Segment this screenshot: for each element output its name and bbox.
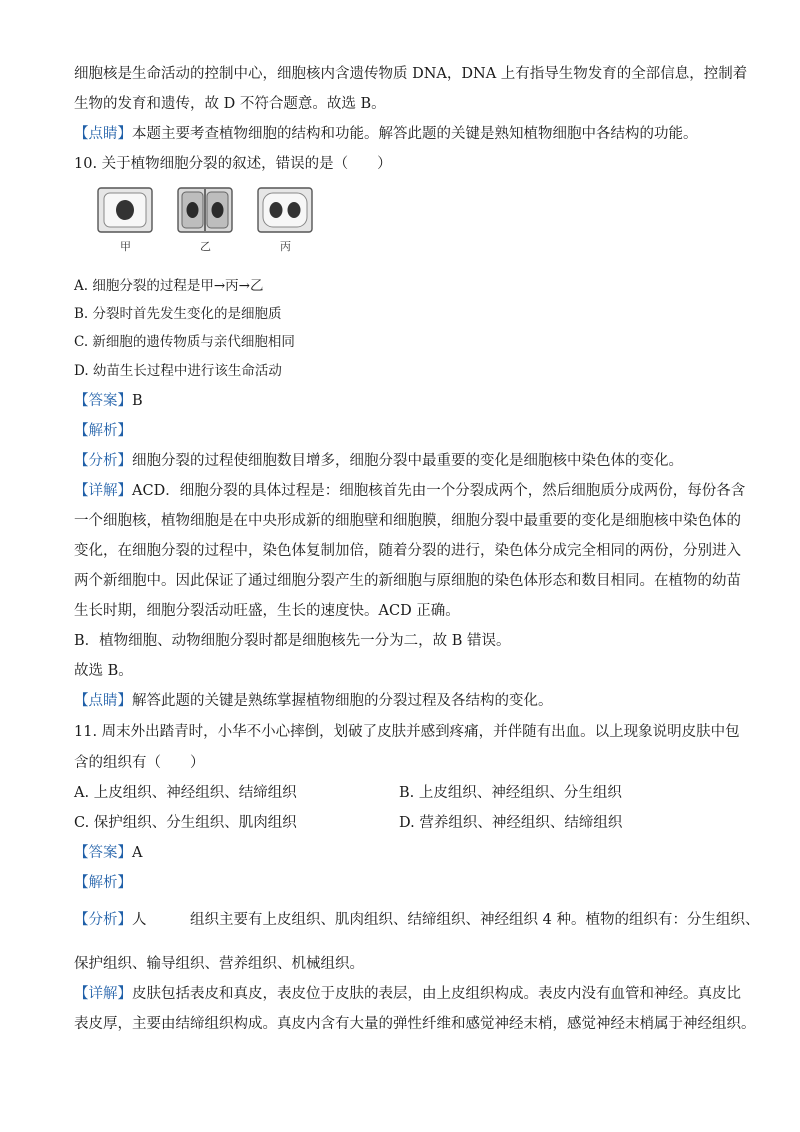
comment-line [74, 124, 738, 144]
analysis-line [74, 421, 738, 441]
paragraph-line: 表皮厚，主要由结缔组织构成。真皮内含有大量的弹性纤维和感觉神经末梢，感觉神经末梢属于神经组织。 [74, 1016, 756, 1032]
option-b: B. 上皮组织、神经组织、分生组织 [399, 785, 622, 801]
paragraph-line: 一个细胞核，植物细胞是在中央形成新的细胞壁和细胞膜，细胞分裂中最重要的变化是细胞核中染色体的 [74, 513, 741, 529]
xiangjie-text: 皮肤包括表皮和真皮，表皮位于皮肤的表层，由上皮组织构成。表皮内没有血管和神经。真皮比 [132, 986, 741, 1002]
fenxi-tag: 【分析】 [74, 912, 132, 928]
xiangjie-line [74, 481, 746, 501]
figure-label: 丙 [280, 240, 291, 253]
option-c: C. 保护组织、分生组织、肌肉组织 [74, 815, 297, 831]
option-c: C. 新细胞的遗传物质与亲代细胞相同 [74, 334, 295, 350]
xiangjie-tag: 【详解】 [74, 483, 132, 499]
option-d: D. 幼苗生长过程中进行该生命活动 [74, 363, 282, 379]
option-d: D. 营养组织、神经组织、结缔组织 [399, 815, 623, 831]
paragraph-line: 故选 B。 [74, 663, 133, 679]
fenxi-tag: 【分析】 [74, 453, 132, 469]
comment-tag: 【点睛】 [74, 693, 132, 709]
comment-line [74, 691, 738, 711]
paragraph-line: 两个新细胞中。因此保证了通过细胞分裂产生的新细胞与原细胞的染色体形态和数目相同。在植物的幼苗 [74, 573, 741, 589]
answer-line [74, 843, 738, 863]
answer-tag: 【答案】 [74, 845, 132, 861]
fenxi-text: 细胞分裂的过程使细胞数目增多，细胞分裂中最重要的变化是细胞核中染色体的变化。 [132, 453, 683, 469]
question-stem: 含的组织有（ ） [74, 755, 205, 771]
fenxi-line [74, 910, 760, 930]
fenxi-line [74, 451, 738, 471]
answer-value: A [132, 845, 143, 861]
xiangjie-tag: 【详解】 [74, 986, 132, 1002]
comment-text: 本题主要考查植物细胞的结构和功能。解答此题的关键是熟知植物细胞中各结构的功能。 [132, 126, 698, 142]
answer-tag: 【答案】 [74, 393, 132, 409]
paragraph-line: 保护组织、输导组织、营养组织、机械组织。 [74, 956, 364, 972]
comment-text: 解答此题的关键是熟练掌握植物细胞的分裂过程及各结构的变化。 [132, 693, 553, 709]
paragraph-line: 细胞核是生命活动的控制中心，细胞核内含遗传物质 DNA，DNA 上有指导生物发育的全部信息，控制着 [74, 66, 748, 82]
option-a: A. 细胞分裂的过程是甲→丙→乙 [74, 278, 264, 294]
option-a: A. 上皮组织、神经组织、结缔组织 [74, 785, 297, 801]
paragraph-line: 生长时期，细胞分裂活动旺盛，生长的速度快。ACD 正确。 [74, 603, 460, 619]
question-stem: 11. 周末外出踏青时，小华不小心摔倒，划破了皮肤并感到疼痛，并伴随有出血。以上现象说明皮肤中包 [74, 724, 740, 740]
paragraph-line: B．植物细胞、动物细胞分裂时都是细胞核先一分为二，故 B 错误。 [74, 633, 511, 649]
xiangjie-line [74, 984, 741, 1004]
analysis-line [74, 873, 738, 893]
paragraph-line: 变化，在细胞分裂的过程中，染色体复制加倍，随着分裂的进行，染色体分成完全相同的两份，分别进入 [74, 543, 741, 559]
option-b: B. 分裂时首先发生变化的是细胞质 [74, 306, 282, 322]
analysis-tag: 【解析】 [74, 423, 132, 439]
question-stem: 10. 关于植物细胞分裂的叙述，错误的是（ ） [74, 156, 392, 172]
figure-label: 乙 [200, 240, 211, 253]
answer-value: B [132, 393, 143, 409]
cell-figure-jia [96, 186, 154, 234]
cell-figure-yi [176, 186, 234, 234]
xiangjie-text: ACD．细胞分裂的具体过程是：细胞核首先由一个分裂成两个，然后细胞质分成两份，每份各含 [132, 483, 746, 499]
paragraph-line: 生物的发育和遗传，故 D 不符合题意。故选 B。 [74, 96, 386, 112]
comment-tag: 【点睛】 [74, 126, 132, 142]
answer-line [74, 391, 738, 411]
cell-figure-bing [256, 186, 314, 234]
analysis-tag: 【解析】 [74, 875, 132, 891]
fenxi-text: 人 组织主要有上皮组织、肌肉组织、结缔组织、神经组织 4 种。植物的组织有：分生组织、 [132, 912, 760, 928]
figure-label: 甲 [120, 240, 131, 253]
